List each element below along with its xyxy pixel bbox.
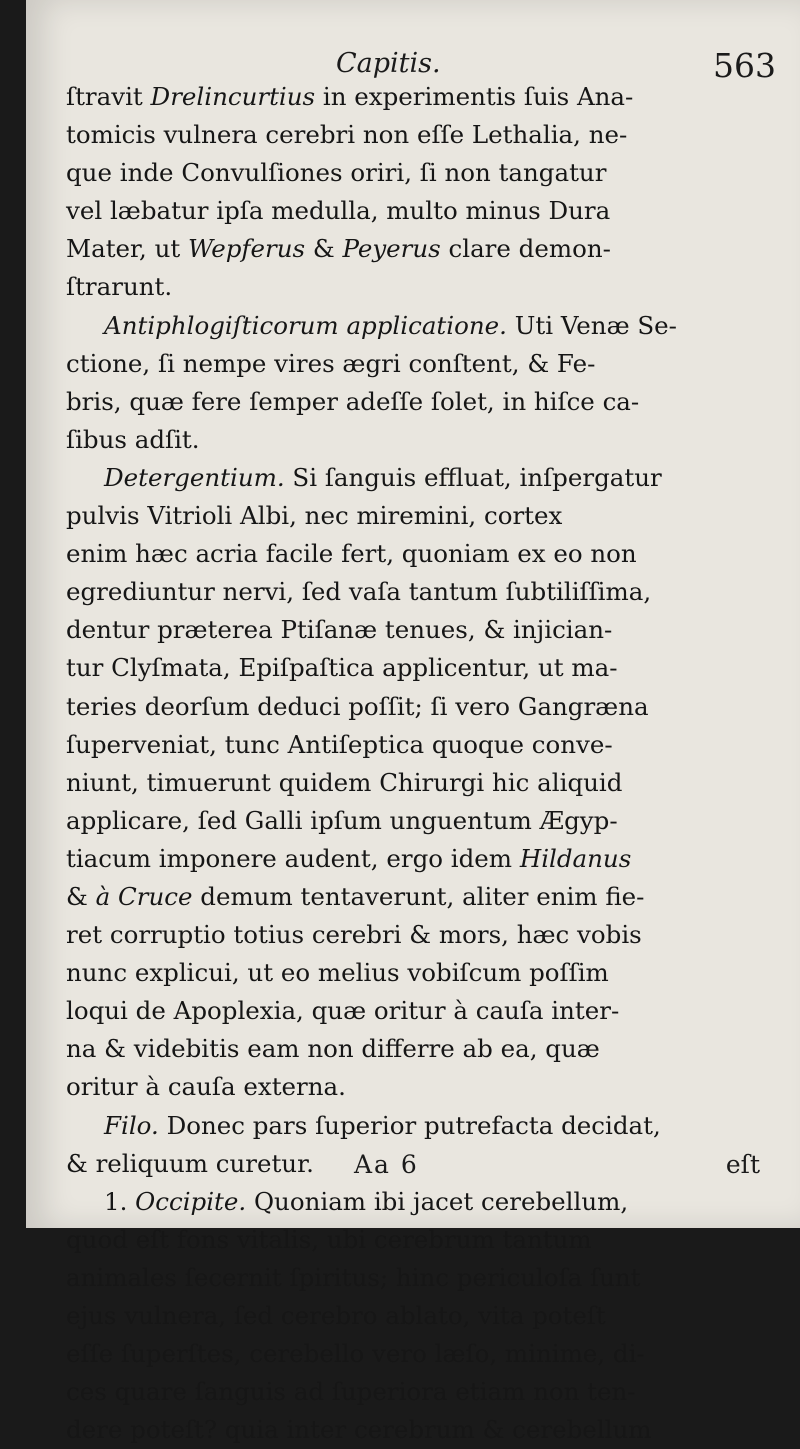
text-line <box>66 878 766 916</box>
text-segment: na & videbitis eam non differre ab ea, quæ <box>66 1034 600 1064</box>
italic-term: Hildanus <box>519 843 632 873</box>
text-segment: & <box>66 881 96 911</box>
text-segment: & <box>305 234 343 264</box>
text-segment: dere poteſt? quia inter cerebrum & cerebellum <box>66 1415 652 1445</box>
text-line <box>66 421 766 459</box>
catchword: eſt <box>725 1150 760 1179</box>
text-segment: egrediuntur nervi, ſed vaſa tantum ſubtiliſſima, <box>66 577 652 607</box>
italic-term: Peyerus <box>342 234 441 264</box>
text-segment: 1. <box>104 1186 136 1216</box>
text-segment: ſuperveniat, tunc Antiſeptica quoque conve- <box>66 729 613 759</box>
text-segment: vel læbatur ipſa medulla, multo minus Dura <box>66 196 611 226</box>
italic-term: Drelincurtius <box>150 82 316 111</box>
text-segment: & reliquum curetur. <box>66 1148 314 1178</box>
text-line <box>66 192 766 230</box>
text-line <box>66 726 766 764</box>
text-segment: ſibus adſit. <box>66 424 200 454</box>
text-line <box>66 573 766 611</box>
text-segment: ctione, ſi nempe vires ægri conſtent, & Fe- <box>66 348 596 378</box>
text-line <box>66 1335 766 1373</box>
text-segment: Quoniam ibi jacet cerebellum, <box>246 1186 629 1216</box>
text-segment: quod eſt fons vitalis, ubi cerebrum tantum <box>66 1224 592 1254</box>
signature-mark: Aa 6 <box>354 1150 419 1179</box>
book-page <box>26 0 800 1445</box>
text-line <box>66 764 766 802</box>
text-segment: pulvis Vitrioli Albi, nec miremini, cortex <box>66 501 563 531</box>
text-line <box>66 840 766 878</box>
italic-term: Occipite. <box>135 1186 247 1216</box>
text-segment: applicare, ſed Galli ipſum unguentum Ægyp- <box>66 805 618 835</box>
text-segment: eſſe ſuperſtes, cerebello vero læſo, minime, di- <box>66 1339 645 1369</box>
text-line <box>66 78 766 116</box>
text-segment: bris, quæ fere ſemper adeſſe ſolet, in hiſce ca- <box>66 386 640 416</box>
body-text <box>66 78 766 1449</box>
text-line <box>66 307 766 345</box>
text-line <box>66 345 766 383</box>
text-line <box>66 649 766 687</box>
text-line <box>66 154 766 192</box>
text-line <box>66 1030 766 1068</box>
text-line <box>66 1373 766 1411</box>
italic-term: Antiphlogiſticorum applicatione. <box>104 310 507 340</box>
text-segment: animales ſecernit ſpiritus; hinc periculoſa ſunt <box>66 1262 641 1292</box>
text-line <box>66 611 766 649</box>
text-line <box>66 1297 766 1335</box>
text-line <box>66 268 766 306</box>
text-segment: loqui de Apoplexia, quæ oritur à cauſa inter- <box>66 996 620 1026</box>
text-segment: tiacum imponere audent, ergo idem <box>66 843 520 873</box>
text-line <box>66 916 766 954</box>
text-segment: ſtravit <box>66 82 151 111</box>
text-line <box>66 230 766 268</box>
text-segment: in experimentis ſuis Ana- <box>315 82 634 111</box>
text-line <box>66 992 766 1030</box>
text-segment: ejus vulnera, ſed cerebro ablato, vita poteſt <box>66 1301 606 1330</box>
text-segment: Donec pars ſuperior putrefacta decidat, <box>158 1110 661 1140</box>
text-line <box>66 954 766 992</box>
text-segment: ret corruptio totius cerebri & mors, hæc vobis <box>66 920 642 950</box>
italic-term: Filo. <box>104 1110 159 1140</box>
text-segment: Uti Venæ Se- <box>506 310 677 340</box>
text-segment: oritur à cauſa externa. <box>66 1072 346 1102</box>
text-line <box>66 535 766 573</box>
text-segment: niunt, timuerunt quidem Chirurgi hic aliquid <box>66 767 623 797</box>
text-segment: clare demon- <box>440 234 611 264</box>
text-segment: ces quare ſanguis ad ſuperiora etiam non ten- <box>66 1377 636 1407</box>
text-segment: nunc explicui, ut eo melius vobiſcum poſſim <box>66 958 609 988</box>
text-segment: que inde Convulſiones oriri, ſi non tangatur <box>66 158 607 188</box>
page-footer <box>26 1150 800 1194</box>
text-line <box>66 688 766 726</box>
text-line <box>66 1411 766 1449</box>
text-line <box>66 116 766 154</box>
italic-term: Detergentium. <box>104 462 285 492</box>
text-segment: teries deorſum deduci poſſit; ſi vero Gangræna <box>66 691 649 721</box>
text-segment: Si ſanguis effluat, inſpergatur <box>284 462 662 492</box>
text-line <box>66 802 766 840</box>
running-title: Capitis. <box>336 48 441 79</box>
italic-term: à Cruce <box>95 881 193 911</box>
text-line <box>66 497 766 535</box>
text-line <box>66 1221 766 1259</box>
text-line <box>66 459 766 497</box>
italic-term: Wepferus <box>188 234 306 264</box>
text-line <box>66 1107 766 1145</box>
text-segment: tur Clyſmata, Epiſpaſtica applicentur, ut ma- <box>66 653 618 683</box>
text-line <box>66 1068 766 1106</box>
text-line <box>66 1259 766 1297</box>
text-segment: Mater, ut <box>66 234 189 264</box>
text-segment: demum tentaverunt, aliter enim fie- <box>192 881 645 911</box>
page-number: 563 <box>713 46 776 85</box>
text-segment: tomicis vulnera cerebri non eſſe Lethalia, ne- <box>66 120 628 150</box>
text-line <box>66 383 766 421</box>
text-segment: ſtrarunt. <box>66 272 173 302</box>
text-segment: enim hæc acria facile fert, quoniam ex eo non <box>66 539 637 569</box>
text-segment: dentur præterea Ptiſanæ tenues, & injician- <box>66 615 613 645</box>
